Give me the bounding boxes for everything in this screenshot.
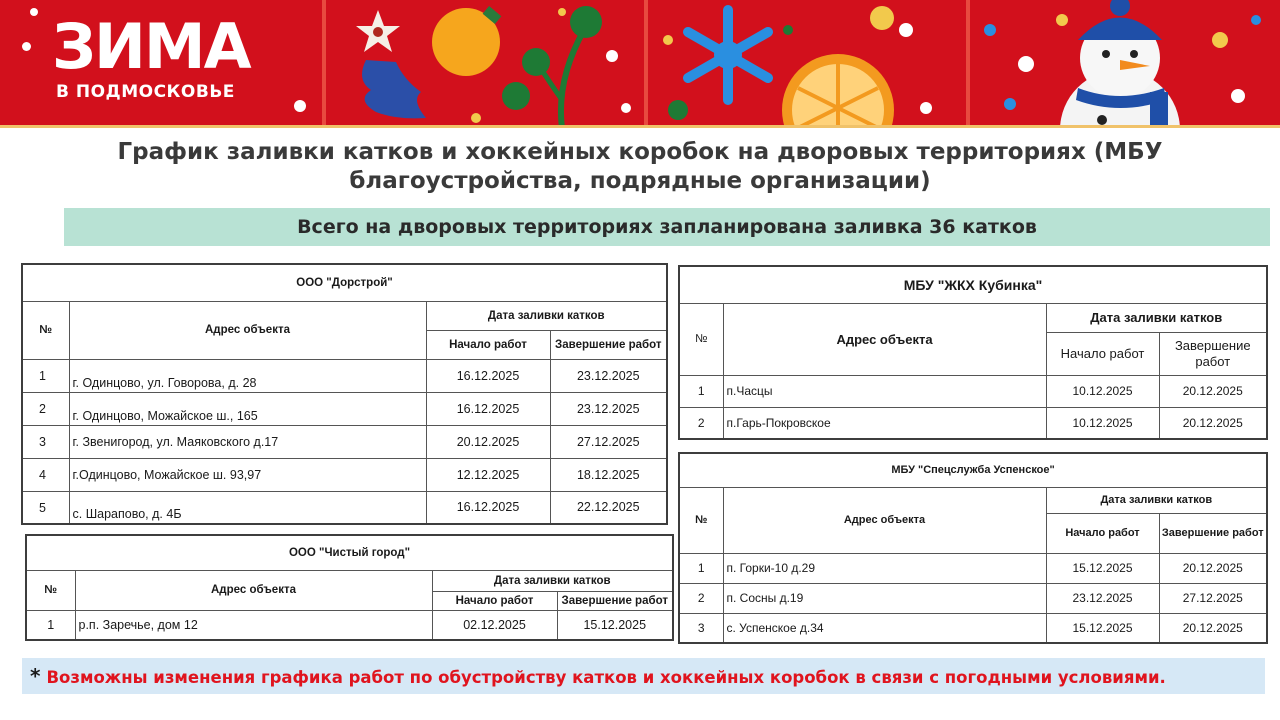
table-row bbox=[679, 375, 1267, 407]
row-address: п. Сосны д.19 bbox=[723, 583, 1046, 613]
logo-title: ЗИМА bbox=[52, 10, 250, 83]
row-end-date: 23.12.2025 bbox=[550, 392, 667, 425]
col-header-address: Адрес объекта bbox=[69, 301, 426, 359]
winter-banner bbox=[0, 0, 1280, 128]
row-address: с. Шарапово, д. 4Б bbox=[69, 491, 426, 524]
row-end-date: 18.12.2025 bbox=[550, 458, 667, 491]
row-end-date: 20.12.2025 bbox=[1159, 407, 1267, 439]
col-header-dates: Дата заливки катков bbox=[432, 570, 673, 591]
table-row bbox=[26, 610, 673, 640]
snowflake-orange-illustration bbox=[648, 0, 966, 128]
col-header-num: № bbox=[22, 301, 69, 359]
table-row bbox=[679, 553, 1267, 583]
row-num: 3 bbox=[22, 425, 69, 458]
row-start-date: 12.12.2025 bbox=[426, 458, 550, 491]
table-row bbox=[22, 491, 667, 524]
col-header-end bbox=[1159, 332, 1267, 375]
row-start-date: 16.12.2025 bbox=[426, 359, 550, 392]
row-num: 1 bbox=[22, 359, 69, 392]
table-row bbox=[679, 407, 1267, 439]
row-num: 3 bbox=[679, 613, 723, 643]
table-row bbox=[22, 458, 667, 491]
row-end-date: 15.12.2025 bbox=[557, 610, 673, 640]
table-title: ООО "Чистый город" bbox=[26, 535, 673, 570]
row-num: 2 bbox=[679, 583, 723, 613]
row-num: 1 bbox=[679, 375, 723, 407]
row-end-date: 22.12.2025 bbox=[550, 491, 667, 524]
row-address: г. Одинцово, Можайское ш., 165 bbox=[69, 392, 426, 425]
banner-ornaments-panel bbox=[326, 0, 644, 128]
snowman-illustration bbox=[970, 0, 1280, 128]
col-header-end-line2: работ bbox=[1195, 353, 1231, 369]
row-num: 2 bbox=[679, 407, 723, 439]
weather-disclaimer bbox=[22, 658, 1265, 694]
table-dorstroy bbox=[21, 263, 668, 525]
page-title-line1: График заливки катков и хоккейных коробок на дворовых территориях (МБУ bbox=[117, 139, 1163, 165]
disclaimer-text: Возможны изменения графика работ по обустройству катков и хоккейных коробок в связи с погодными условиями. bbox=[46, 668, 1166, 687]
col-header-address: Адрес объекта bbox=[75, 570, 432, 610]
row-num: 2 bbox=[22, 392, 69, 425]
row-address: г. Звенигород, ул. Маяковского д.17 bbox=[69, 425, 426, 458]
col-header-address: Адрес объекта bbox=[723, 303, 1046, 375]
col-header-start: Начало работ bbox=[426, 330, 550, 359]
table-kubinka bbox=[678, 265, 1268, 440]
col-header-end: Завершение работ bbox=[1159, 513, 1267, 553]
banner-snowflake-panel bbox=[648, 0, 966, 128]
row-address: п.Гарь-Покровское bbox=[723, 407, 1046, 439]
col-header-start: Начало работ bbox=[432, 591, 557, 610]
col-header-address: Адрес объекта bbox=[723, 487, 1046, 553]
row-end-date: 20.12.2025 bbox=[1159, 375, 1267, 407]
col-header-start: Начало работ bbox=[1046, 513, 1159, 553]
row-address: с. Успенское д.34 bbox=[723, 613, 1046, 643]
row-end-date: 20.12.2025 bbox=[1159, 613, 1267, 643]
banner-logo-panel bbox=[0, 0, 322, 128]
row-num: 1 bbox=[679, 553, 723, 583]
row-address: г. Одинцово, ул. Говорова, д. 28 bbox=[69, 359, 426, 392]
table-row bbox=[679, 583, 1267, 613]
row-start-date: 15.12.2025 bbox=[1046, 613, 1159, 643]
row-end-date: 27.12.2025 bbox=[1159, 583, 1267, 613]
row-start-date: 10.12.2025 bbox=[1046, 407, 1159, 439]
col-header-end: Завершение работ bbox=[557, 591, 673, 610]
table-row bbox=[22, 392, 667, 425]
row-start-date: 16.12.2025 bbox=[426, 392, 550, 425]
col-header-start: Начало работ bbox=[1046, 332, 1159, 375]
table-title: МБУ "ЖКХ Кубинка" bbox=[679, 266, 1267, 303]
col-header-end: Завершение работ bbox=[550, 330, 667, 359]
row-end-date: 20.12.2025 bbox=[1159, 553, 1267, 583]
logo-subtitle: В ПОДМОСКОВЬЕ bbox=[56, 82, 235, 102]
christmas-ornaments-illustration bbox=[326, 0, 644, 128]
table-title: ООО "Дорстрой" bbox=[22, 264, 667, 301]
col-header-num: № bbox=[26, 570, 75, 610]
asterisk: * bbox=[30, 664, 41, 688]
page-title bbox=[60, 138, 1220, 196]
col-header-end-line1: Завершение bbox=[1174, 337, 1251, 353]
row-end-date: 27.12.2025 bbox=[550, 425, 667, 458]
page-title-line2: благоустройства, подрядные организации) bbox=[349, 168, 931, 194]
row-start-date: 23.12.2025 bbox=[1046, 583, 1159, 613]
row-num: 5 bbox=[22, 491, 69, 524]
table-row bbox=[22, 359, 667, 392]
row-address: п.Часцы bbox=[723, 375, 1046, 407]
col-header-num: № bbox=[679, 303, 723, 375]
row-start-date: 02.12.2025 bbox=[432, 610, 557, 640]
table-row bbox=[679, 613, 1267, 643]
row-address: п. Горки-10 д.29 bbox=[723, 553, 1046, 583]
table-chisty-gorod bbox=[25, 534, 674, 641]
summary-banner: Всего на дворовых территориях запланирована заливка 36 катков bbox=[64, 208, 1270, 246]
row-num: 1 bbox=[26, 610, 75, 640]
row-address: р.п. Заречье, дом 12 bbox=[75, 610, 432, 640]
table-uspenskoe bbox=[678, 452, 1268, 644]
row-start-date: 16.12.2025 bbox=[426, 491, 550, 524]
row-start-date: 10.12.2025 bbox=[1046, 375, 1159, 407]
table-title: МБУ "Спецслужба Успенское" bbox=[679, 453, 1267, 487]
col-header-dates: Дата заливки катков bbox=[1046, 303, 1267, 332]
row-address: г.Одинцово, Можайское ш. 93,97 bbox=[69, 458, 426, 491]
col-header-dates: Дата заливки катков bbox=[1046, 487, 1267, 513]
table-row bbox=[22, 425, 667, 458]
row-end-date: 23.12.2025 bbox=[550, 359, 667, 392]
row-start-date: 20.12.2025 bbox=[426, 425, 550, 458]
col-header-num: № bbox=[679, 487, 723, 553]
row-start-date: 15.12.2025 bbox=[1046, 553, 1159, 583]
col-header-dates: Дата заливки катков bbox=[426, 301, 667, 330]
row-num: 4 bbox=[22, 458, 69, 491]
banner-snowman-panel bbox=[970, 0, 1280, 128]
